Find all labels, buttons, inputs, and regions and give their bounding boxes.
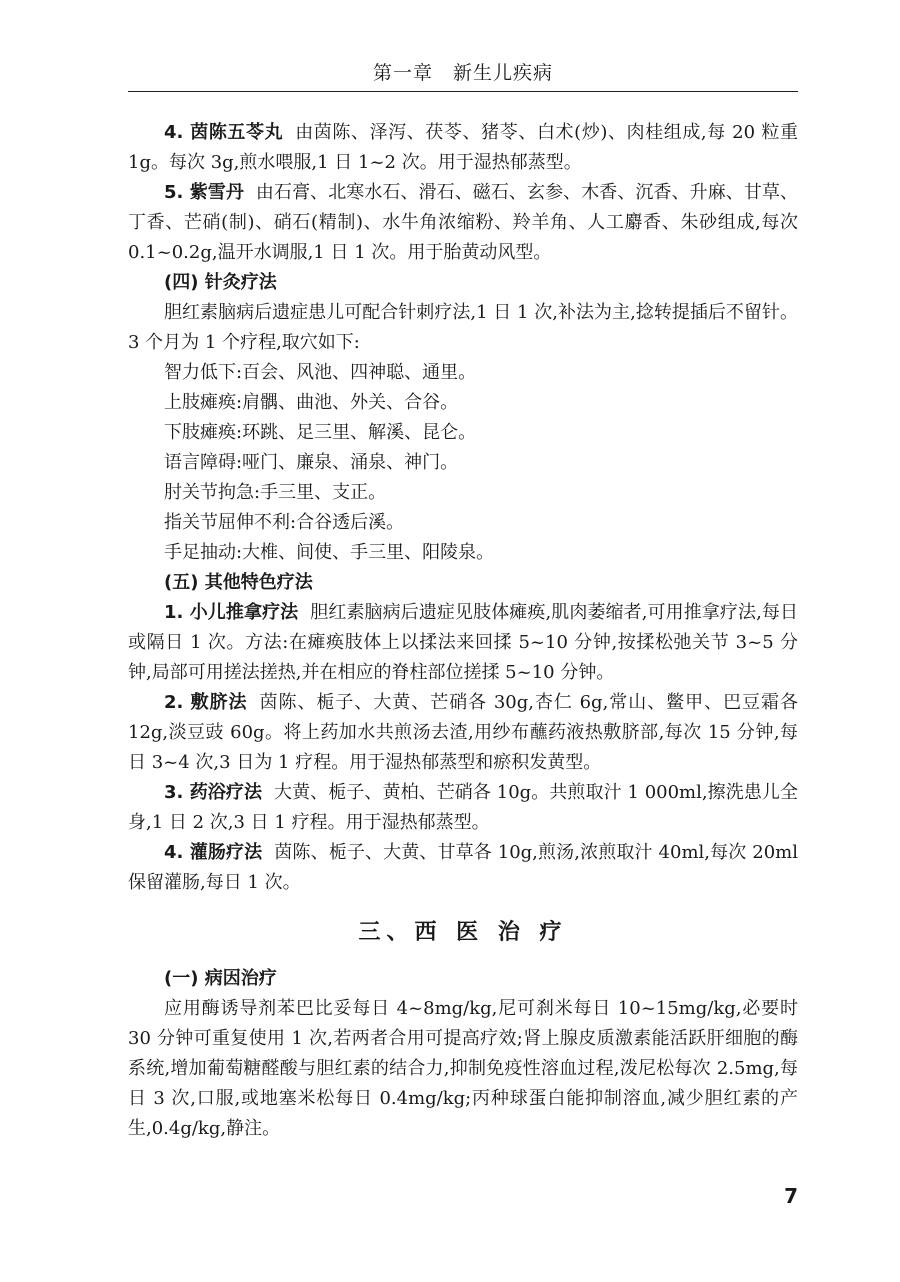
therapy-term: 2. 敷脐法 — [164, 692, 248, 713]
acupoint-line: 智力低下:百会、风池、四神聪、通里。 — [164, 362, 477, 383]
paragraph-zixue-dan — [128, 178, 798, 268]
therapy-term: 3. 药浴疗法 — [164, 782, 263, 803]
acupoint-line: 语言障碍:哑门、廉泉、涌泉、神门。 — [164, 452, 459, 473]
therapy-text: 胆红素脑病后遗症见肢体瘫痪,肌肉萎缩者,可用推拿疗法,每日或隔日 1 次。方法:在瘫痪肢体上以揉法来回揉 5~10 分钟,按揉松弛关节 3~5 分钟,局部可用搓法搓热,并在相应的脊柱部位搓揉 5~10 分钟。 — [128, 602, 798, 683]
subheading-other-therapies: (五) 其他特色疗法 — [164, 572, 313, 593]
remedy-term: 4. 茵陈五苓丸 — [164, 122, 284, 143]
paragraph-acupuncture-intro: 胆红素脑病后遗症患儿可配合针刺疗法,1 日 1 次,补法为主,捻转提插后不留针。3 个月为 1 个疗程,取穴如下: — [128, 302, 798, 353]
therapy-term: 1. 小儿推拿疗法 — [164, 602, 299, 623]
paragraph-etiological-treatment: 应用酶诱导剂苯巴比妥每日 4~8mg/kg,尼可刹米每日 10~15mg/kg,必要时 30 分钟可重复使用 1 次,若两者合用可提高疗效;肾上腺皮质激素能活跃肝细胞的酶系统,增加葡萄糖醛酸与胆红素的结合力,抑制免疫性溶血过程,泼尼松每次 2.5mg,每日 3 次,口服,或地塞米松每日 0.4mg/kg;丙种球蛋白能抑制溶血,减少胆红素的产生,0.4g/kg,静注。 — [128, 998, 798, 1139]
remedy-term: 5. 紫雪丹 — [164, 182, 244, 203]
remedy-text: 由石膏、北寒水石、滑石、磁石、玄参、木香、沉香、升麻、甘草、丁香、芒硝(制)、硝石(精制)、水牛角浓缩粉、羚羊角、人工麝香、朱砂组成,每次 0.1~0.2g,温开水调服,1 日 1 次。用于胎黄动风型。 — [128, 182, 798, 263]
therapy-text: 茵陈、栀子、大黄、甘草各 10g,煎汤,浓煎取汁 40ml,每次 20ml 保留灌肠,每日 1 次。 — [128, 842, 798, 893]
acupoint-line: 手足抽动:大椎、间使、手三里、阳陵泉。 — [164, 542, 495, 563]
therapy-term: 4. 灌肠疗法 — [164, 842, 263, 863]
subheading-etiological-treatment: (一) 病因治疗 — [164, 968, 277, 989]
subheading-acupuncture: (四) 针灸疗法 — [164, 272, 277, 293]
running-head: 第一章 新生儿疾病 — [372, 62, 553, 84]
paragraph-yinchen-wuling-pill — [128, 118, 798, 178]
section-title-western-medicine: 三、西 医 治 疗 — [358, 920, 568, 945]
paragraph-navel-compress — [128, 688, 798, 778]
acupoint-line: 肘关节拘急:手三里、支正。 — [164, 482, 387, 503]
therapy-text: 茵陈、栀子、大黄、芒硝各 30g,杏仁 6g,常山、鳖甲、巴豆霜各 12g,淡豆豉 60g。将上药加水共煎汤去渣,用纱布蘸药液热敷脐部,每次 15 分钟,每日 3~4 次,3 日为 1 疗程。用于湿热郁蒸型和瘀积发黄型。 — [128, 692, 798, 773]
acupoint-line: 指关节屈伸不利:合谷透后溪。 — [164, 512, 405, 533]
paragraph-enema — [128, 838, 798, 898]
acupoint-line: 上肢瘫痪:肩髃、曲池、外关、合谷。 — [164, 392, 459, 413]
header-rule — [128, 91, 798, 92]
therapy-text: 大黄、栀子、黄柏、芒硝各 10g。共煎取汁 1 000ml,擦洗患儿全身,1 日 2 次,3 日 1 疗程。用于湿热郁蒸型。 — [128, 782, 798, 833]
page-number: 7 — [784, 1184, 798, 1208]
page-body — [128, 118, 798, 1144]
remedy-text: 由茵陈、泽泻、茯苓、猪苓、白术(炒)、肉桂组成,每 20 粒重 1g。每次 3g,煎水喂服,1 日 1~2 次。用于湿热郁蒸型。 — [128, 122, 798, 173]
paragraph-herbal-bath — [128, 778, 798, 838]
paragraph-tuina — [128, 598, 798, 688]
acupoint-line: 下肢瘫痪:环跳、足三里、解溪、昆仑。 — [164, 422, 477, 443]
